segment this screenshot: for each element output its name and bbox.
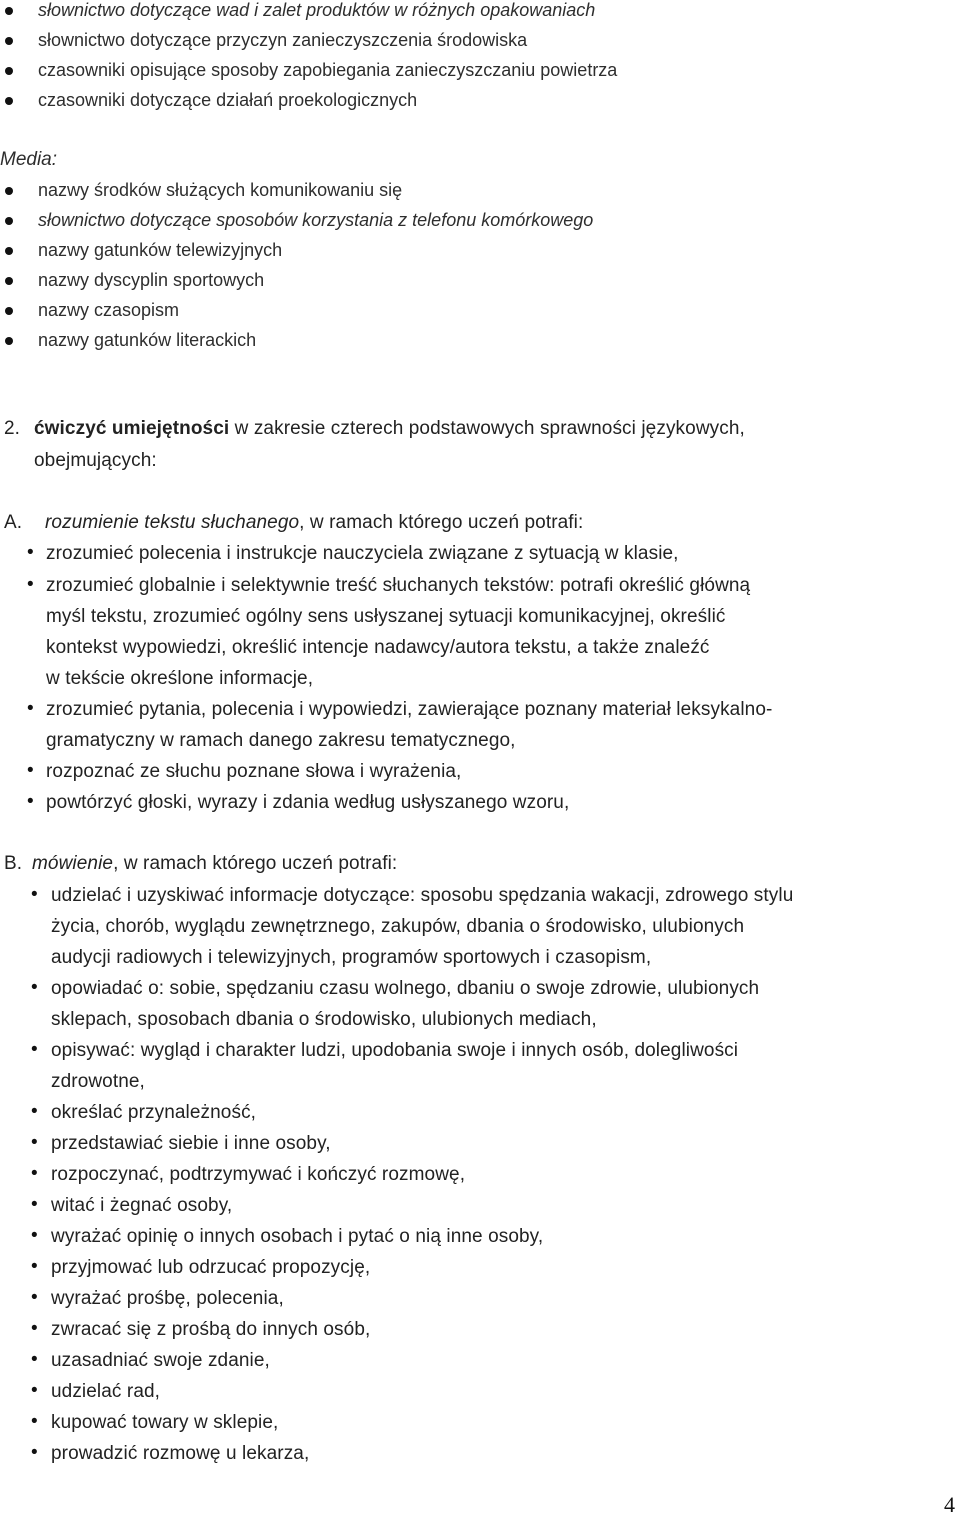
bullet-icon: • — [31, 1194, 38, 1215]
bullet-icon: • — [31, 1318, 38, 1339]
section-number: 2. — [4, 418, 21, 439]
bullet-icon: • — [31, 1039, 38, 1060]
list-item: kupować towary w sklepie, — [51, 1412, 279, 1433]
bullet-icon — [5, 37, 13, 45]
bullet-icon: • — [27, 542, 34, 563]
list-item: powtórzyć głoski, wyrazy i zdania według usłyszanego wzoru, — [46, 792, 570, 813]
bullet-icon: • — [31, 884, 38, 905]
bullet-icon: • — [31, 1225, 38, 1246]
list-item: prowadzić rozmowę u lekarza, — [51, 1443, 310, 1464]
list-item: nazwy czasopism — [38, 300, 180, 320]
list-item: słownictwo dotyczące sposobów korzystania z telefonu komórkowego — [38, 210, 594, 230]
bullet-icon: • — [31, 1411, 38, 1432]
bullet-icon — [5, 7, 13, 15]
list-item: zwracać się z prośbą do innych osób, — [51, 1319, 371, 1340]
bullet-icon: • — [27, 698, 34, 719]
bullet-icon — [5, 307, 13, 315]
bullet-icon: • — [27, 791, 34, 812]
bullet-icon: • — [31, 1163, 38, 1184]
bullet-icon: • — [31, 1256, 38, 1277]
list-item-continuation: kontekst wypowiedzi, określić intencje nadawcy/autora tekstu, a także znaleźć — [46, 637, 710, 658]
list-item: opisywać: wygląd i charakter ludzi, upodobania swoje i innych osób, dolegliwości — [51, 1040, 739, 1061]
list-item: przedstawiać siebie i inne osoby, — [51, 1133, 331, 1154]
list-item: zrozumieć globalnie i selektywnie treść słuchanych tekstów: potrafi określić główną — [46, 575, 751, 596]
section-letter: A. — [4, 512, 23, 533]
section-2-line2: obejmujących: — [34, 450, 157, 471]
bullet-icon — [5, 97, 13, 105]
section-letter: B. — [4, 853, 23, 874]
list-item: uzasadniać swoje zdanie, — [51, 1350, 270, 1371]
list-item: czasowniki opisujące sposoby zapobiegania zanieczyszczaniu powietrza — [38, 60, 618, 80]
list-item: słownictwo dotyczące przyczyn zanieczyszczenia środowiska — [38, 30, 528, 50]
list-item: wyrażać prośbę, polecenia, — [51, 1288, 284, 1309]
section-b-rest: , w ramach którego uczeń potrafi: — [113, 853, 398, 874]
list-item-continuation: życia, chorób, wyglądu zewnętrznego, zakupów, dbania o środowisko, ulubionych — [51, 916, 745, 937]
bullet-icon: • — [27, 574, 34, 595]
list-item: rozpoznać ze słuchu poznane słowa i wyrażenia, — [46, 761, 462, 782]
bullet-icon — [5, 217, 13, 225]
list-item: określać przynależność, — [51, 1102, 257, 1123]
bullet-icon: • — [31, 1349, 38, 1370]
bullet-icon — [5, 337, 13, 345]
bullet-icon: • — [27, 760, 34, 781]
list-item-continuation: sklepach, sposobach dbania o środowisko, ulubionych mediach, — [51, 1009, 597, 1030]
section-2-rest: w zakresie czterech podstawowych sprawności językowych, — [229, 418, 745, 439]
bullet-icon: • — [31, 1442, 38, 1463]
page-number: 4 — [944, 1492, 955, 1517]
bullet-icon — [5, 277, 13, 285]
bullet-icon: • — [31, 1287, 38, 1308]
list-item: czasowniki dotyczące działań proekologicznych — [38, 90, 418, 110]
list-item-continuation: audycji radiowych i telewizyjnych, programów sportowych i czasopism, — [51, 947, 652, 968]
section-2-heading — [34, 418, 745, 440]
list-item-continuation: w tekście określone informacje, — [46, 668, 314, 689]
list-item: witać i żegnać osoby, — [51, 1195, 233, 1216]
list-item: nazwy gatunków literackich — [38, 330, 257, 350]
bullet-icon: • — [31, 977, 38, 998]
list-item-continuation: myśl tekstu, zrozumieć ogólny sens usłyszanej sytuacji komunikacyjnej, określić — [46, 606, 726, 627]
list-item: nazwy środków służących komunikowaniu się — [38, 180, 403, 200]
list-item-continuation: gramatyczny w ramach danego zakresu tematycznego, — [46, 730, 516, 751]
section-a-italic: rozumienie tekstu słuchanego — [45, 512, 300, 533]
list-item: zrozumieć pytania, polecenia i wypowiedzi, zawierające poznany materiał leksykalno- — [46, 699, 773, 720]
bullet-icon — [5, 187, 13, 195]
list-item: nazwy gatunków telewizyjnych — [38, 240, 283, 260]
section-b-heading — [32, 853, 397, 875]
bullet-icon: • — [31, 1132, 38, 1153]
section-a-heading — [45, 512, 583, 534]
bullet-icon: • — [31, 1380, 38, 1401]
list-item: udzielać rad, — [51, 1381, 161, 1402]
list-item: nazwy dyscyplin sportowych — [38, 270, 265, 290]
media-heading: Media: — [0, 149, 58, 170]
list-item: wyrażać opinię o innych osobach i pytać o nią inne osoby, — [51, 1226, 544, 1247]
section-2-bold: ćwiczyć umiejętności — [34, 418, 230, 439]
list-item: rozpoczynać, podtrzymywać i kończyć rozmowę, — [51, 1164, 466, 1185]
bullet-icon: • — [31, 1101, 38, 1122]
list-item: udzielać i uzyskiwać informacje dotyczące: sposobu spędzania wakacji, zdrowego stylu — [51, 885, 794, 906]
list-item: słownictwo dotyczące wad i zalet produktów w różnych opakowaniach — [38, 0, 596, 20]
bullet-icon — [5, 67, 13, 75]
bullet-icon — [5, 247, 13, 255]
list-item: opowiadać o: sobie, spędzaniu czasu wolnego, dbaniu o swoje zdrowie, ulubionych — [51, 978, 760, 999]
list-item: przyjmować lub odrzucać propozycję, — [51, 1257, 371, 1278]
section-a-rest: , w ramach którego uczeń potrafi: — [299, 512, 584, 533]
list-item: zrozumieć polecenia i instrukcje nauczyciela związane z sytuacją w klasie, — [46, 543, 679, 564]
list-item-continuation: zdrowotne, — [51, 1071, 145, 1092]
section-b-italic: mówienie — [32, 853, 114, 874]
